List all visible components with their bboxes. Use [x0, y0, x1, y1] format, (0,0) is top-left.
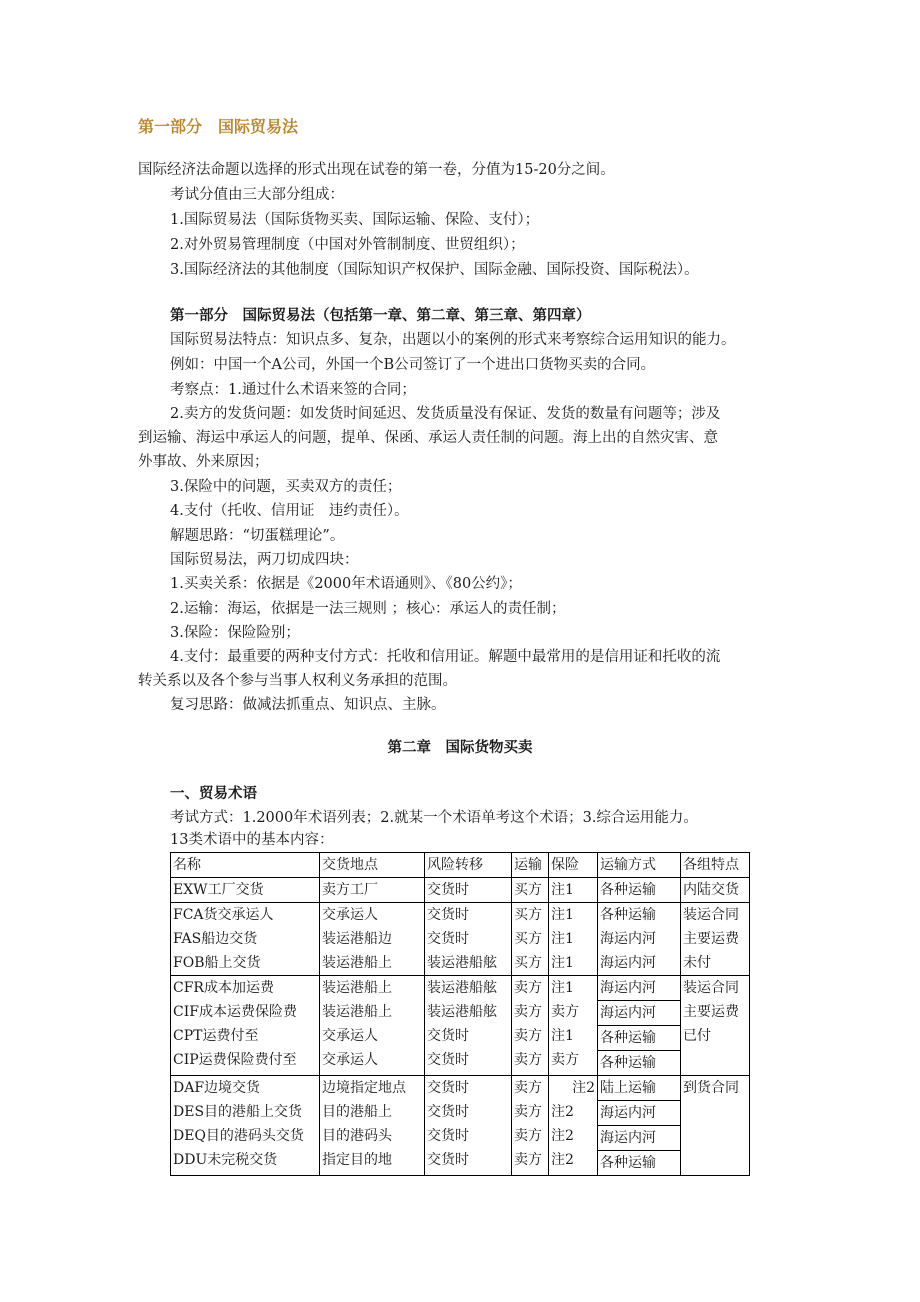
insurance-parties	[549, 976, 598, 1076]
risk-transfer: 交货时	[425, 878, 512, 903]
term-name: DES目的港船上交货	[173, 1104, 303, 1120]
feature-line: 未付	[683, 955, 711, 971]
sub-heading: 一、贸易术语	[170, 786, 257, 802]
transport-party: 卖方	[514, 1028, 542, 1044]
body-line: 国际贸易法，两刀切成四块：	[170, 552, 359, 568]
group-feature: 内陆交货	[681, 878, 750, 903]
group-feature	[681, 903, 750, 976]
term-name: CIF成本运费保险费	[173, 1004, 297, 1020]
term-name: CFR成本加运费	[173, 980, 274, 996]
table-caption: 13类术语中的基本内容：	[170, 832, 334, 848]
insurance-party: 注2	[551, 1104, 574, 1120]
insurance-party: 注1	[551, 955, 574, 971]
trade-terms-table	[170, 852, 750, 1176]
transport-mode: 海运内河	[598, 976, 680, 1001]
feature-line: 已付	[683, 1028, 711, 1044]
transport-party: 卖方	[514, 980, 542, 996]
body-line: 2.运输：海运，依据是一法三规则 ；核心：承运人的责任制；	[170, 601, 566, 617]
insurance-party: 注2	[572, 1080, 595, 1096]
insurance-party: 注2	[551, 1128, 574, 1144]
risk-transfer: 交货时	[427, 1104, 469, 1120]
delivery-place: 交承运人	[322, 1052, 378, 1068]
delivery-place: 交承运人	[322, 1028, 378, 1044]
term-names	[171, 976, 320, 1076]
insurance-party: 注2	[551, 1152, 574, 1168]
risk-transfer: 交货时	[427, 1028, 469, 1044]
transport-parties	[512, 976, 549, 1076]
delivery-place: 目的港船上	[322, 1104, 392, 1120]
transport-modes	[598, 976, 681, 1076]
transport-mode: 海运内河	[600, 931, 656, 947]
header-cell: 名称	[171, 853, 320, 878]
body-line: 3.保险：保险险别；	[170, 625, 300, 641]
delivery-places	[320, 1076, 425, 1176]
risk-transfer: 交货时	[427, 1080, 469, 1096]
transport-mode: 各种运输	[598, 1026, 680, 1051]
feature-line: 装运合同	[683, 980, 739, 996]
intro-line: 国际经济法命题以选择的形式出现在试卷的第一卷，分值为15-20分之间。	[138, 162, 615, 178]
transport-mode: 海运内河	[600, 955, 656, 971]
insurance-party: 注1	[549, 878, 598, 903]
insurance-parties	[549, 903, 598, 976]
intro-line: 3.国际经济法的其他制度（国际知识产权保护、国际金融、国际投资、国际税法）。	[170, 262, 699, 278]
delivery-place: 装运港船上	[322, 980, 392, 996]
term-names	[171, 1076, 320, 1176]
transport-party: 卖方	[514, 1052, 542, 1068]
feature-line: 装运合同	[683, 907, 739, 923]
transport-parties	[512, 903, 549, 976]
table-row-group-d	[171, 1076, 750, 1176]
risk-transfer: 交货时	[427, 1128, 469, 1144]
term-name: DEQ目的港码头交货	[173, 1128, 304, 1144]
header-cell: 各组特点	[681, 853, 750, 878]
body-line: 外事故、外来原因；	[138, 454, 269, 470]
body-line: 考察点：1.通过什么术语来签的合同；	[170, 382, 416, 398]
transport-party: 卖方	[514, 1128, 542, 1144]
transport-mode: 各种运输	[598, 878, 681, 903]
header-cell: 运输	[512, 853, 549, 878]
intro-line: 考试分值由三大部分组成：	[170, 187, 344, 203]
risk-transfer: 交货时	[427, 931, 469, 947]
transport-mode: 各种运输	[600, 1155, 656, 1171]
body-line: 国际贸易法特点：知识点多、复杂，出题以小的案例的形式来考察综合运用知识的能力。	[170, 332, 736, 348]
risk-transfers	[425, 903, 512, 976]
delivery-place: 指定目的地	[322, 1152, 392, 1168]
transport-modes	[598, 903, 681, 976]
risk-transfers	[425, 976, 512, 1076]
insurance-party: 注1	[551, 931, 574, 947]
transport-party: 买方	[514, 931, 542, 947]
body-line: 4.支付（托收、信用证 违约责任）。	[170, 503, 409, 519]
delivery-place: 目的港码头	[322, 1128, 392, 1144]
risk-transfer: 装运港船舷	[427, 1004, 497, 1020]
transport-mode: 各种运输	[600, 1055, 656, 1071]
transport-mode: 海运内河	[598, 1001, 680, 1026]
body-line: 2.卖方的发货问题：如发货时间延迟、发货质量没有保证、发货的数量有问题等；涉及	[170, 406, 721, 422]
transport-party: 卖方	[514, 1004, 542, 1020]
risk-transfer: 装运港船舷	[427, 955, 497, 971]
body-line: 转关系以及各个参与当事人权利义务承担的范围。	[138, 673, 457, 689]
body-line: 例如：中国一个A公司，外国一个B公司签订了一个进出口货物买卖的合同。	[170, 357, 656, 373]
transport-mode: 海运内河	[598, 1101, 680, 1126]
header-cell: 保险	[549, 853, 598, 878]
body-line: 到运输、海运中承运人的问题，提单、保函、承运人责任制的问题。海上出的自然灾害、意	[138, 430, 718, 446]
intro-line: 1.国际贸易法（国际货物买卖、国际运输、保险、支付）；	[170, 212, 540, 228]
insurance-party: 卖方	[551, 1004, 579, 1020]
risk-transfer: 装运港船舷	[427, 980, 497, 996]
term-name: CPT运费付至	[173, 1028, 259, 1044]
term-name: DAF边境交货	[173, 1080, 261, 1096]
term-name: FCA货交承运人	[173, 907, 274, 923]
section-heading: 第一部分 国际贸易法（包括第一章、第二章、第三章、第四章）	[170, 308, 591, 324]
header-cell: 交货地点	[320, 853, 425, 878]
term-name: DDU未完税交货	[173, 1152, 278, 1168]
feature-line: 主要运费	[683, 1004, 739, 1020]
transport-parties	[512, 1076, 549, 1176]
delivery-place: 装运港船边	[322, 931, 392, 947]
term-name: FOB船上交货	[173, 955, 261, 971]
chapter-heading: 第二章 国际货物买卖	[387, 740, 533, 756]
transport-party: 卖方	[514, 1104, 542, 1120]
delivery-place: 装运港船上	[322, 1004, 392, 1020]
risk-transfer: 交货时	[427, 1052, 469, 1068]
insurance-parties	[549, 1076, 598, 1176]
transport-modes	[598, 1076, 681, 1176]
body-line: 1.买卖关系：依据是《2000年术语通则》、《80公约》；	[170, 576, 522, 592]
table-row-group-f	[171, 903, 750, 976]
feature-line: 主要运费	[683, 931, 739, 947]
delivery-place: 交承运人	[322, 907, 378, 923]
body-line: 复习思路：做减法抓重点、知识点、主脉。	[170, 697, 446, 713]
table-row-exw	[171, 878, 750, 903]
intro-line: 2.对外贸易管理制度（中国对外管制制度、世贸组织）；	[170, 237, 525, 253]
transport-mode: 海运内河	[598, 1126, 680, 1151]
insurance-party: 卖方	[551, 1052, 579, 1068]
transport-party: 买方	[514, 955, 542, 971]
insurance-party: 注1	[551, 980, 574, 996]
insurance-party: 注1	[551, 907, 574, 923]
transport-party: 卖方	[514, 1080, 542, 1096]
transport-party: 买方	[514, 907, 542, 923]
transport-mode: 各种运输	[600, 907, 656, 923]
insurance-party: 注1	[551, 1028, 574, 1044]
table-row-group-c	[171, 976, 750, 1076]
term-name: EXW工厂交货	[171, 878, 320, 903]
term-name: CIP运费保险费付至	[173, 1052, 297, 1068]
group-feature: 到货合同	[681, 1076, 750, 1176]
table-header-row	[171, 853, 750, 878]
risk-transfers	[425, 1076, 512, 1176]
delivery-place: 装运港船上	[322, 955, 392, 971]
exam-line: 考试方式：1.2000年术语列表；2.就某一个术语单考这个术语；3.综合运用能力。	[170, 810, 698, 826]
transport-party: 卖方	[514, 1152, 542, 1168]
delivery-places	[320, 976, 425, 1076]
delivery-places	[320, 903, 425, 976]
delivery-place: 边境指定地点	[322, 1080, 406, 1096]
term-name: FAS船边交货	[173, 931, 258, 947]
risk-transfer: 交货时	[427, 1152, 469, 1168]
header-cell: 风险转移	[425, 853, 512, 878]
body-line: 解题思路：“切蛋糕理论”。	[170, 528, 345, 544]
body-line: 3.保险中的问题，买卖双方的责任；	[170, 479, 402, 495]
page-title: 第一部分 国际贸易法	[138, 117, 299, 136]
body-line: 4.支付：最重要的两种支付方式：托收和信用证。解题中最常用的是信用证和托收的流	[170, 649, 721, 665]
transport-mode: 陆上运输	[598, 1076, 680, 1101]
group-feature	[681, 976, 750, 1076]
term-names	[171, 903, 320, 976]
delivery-place: 卖方工厂	[320, 878, 425, 903]
transport-party: 买方	[512, 878, 549, 903]
risk-transfer: 交货时	[427, 907, 469, 923]
header-cell: 运输方式	[598, 853, 681, 878]
